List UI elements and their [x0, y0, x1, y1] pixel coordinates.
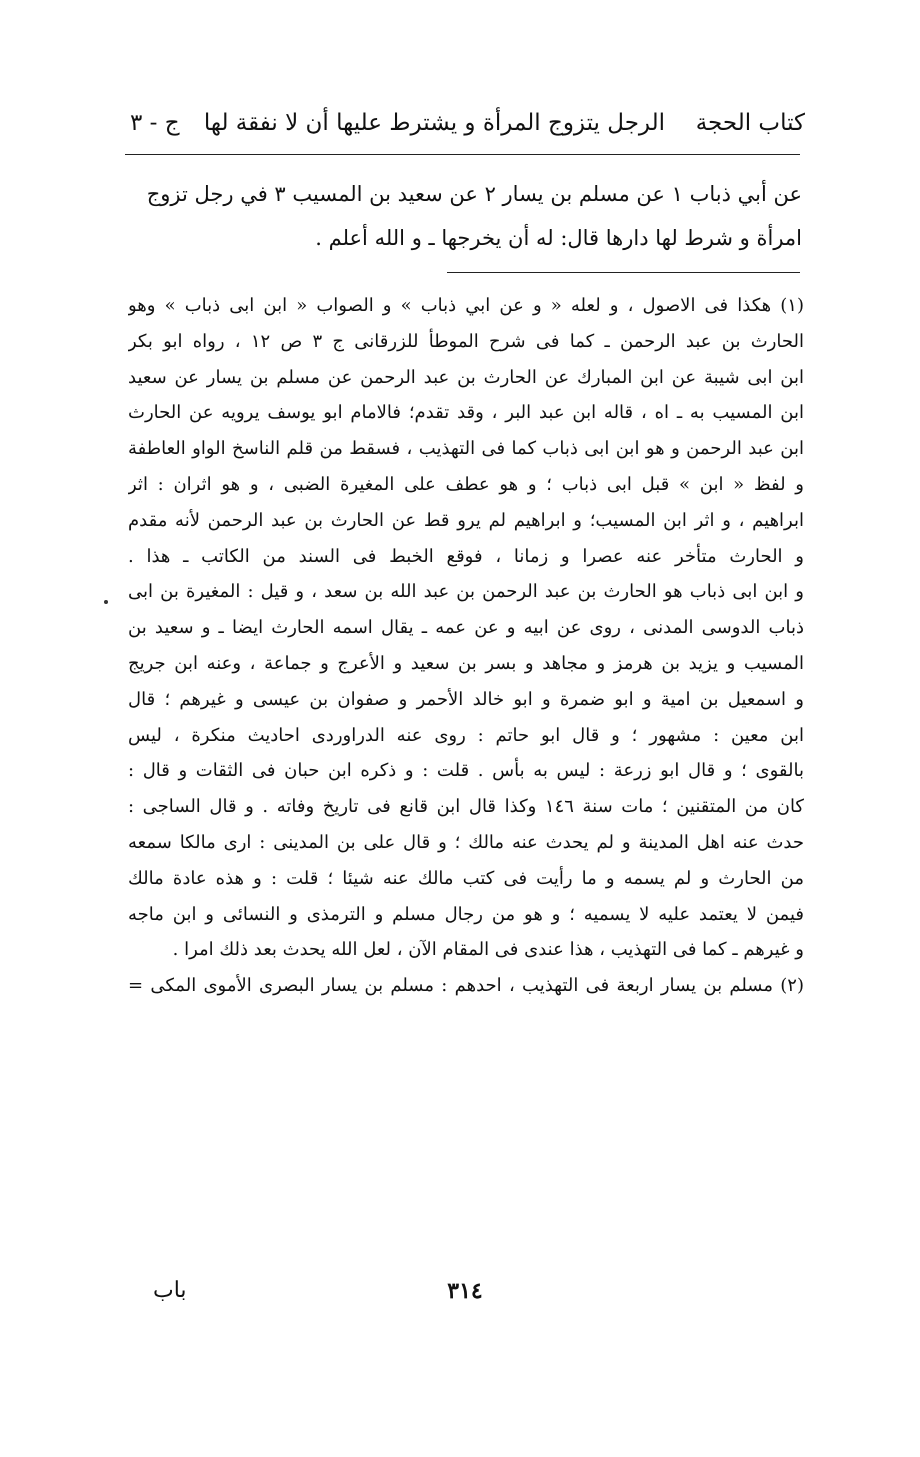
- header-book-name: كتاب الحجة: [695, 110, 805, 136]
- page-footer: [125, 1278, 805, 1318]
- page-number: ٣١٤: [447, 1278, 483, 1304]
- running-header: [125, 102, 805, 148]
- footnote-line: و ابن ابى ذباب هو الحارث بن عبد الرحمن بن عبد الله بن سعد ، و قيل : المغيرة بن ابى: [128, 581, 804, 603]
- catchword: باب: [153, 1278, 187, 1303]
- footnote-line: و الحارث متأخر عنه عصرا و زمانا ، فوقع الخبط فى السند من الكاتب ـ هذا .: [128, 545, 804, 567]
- footnote-separator: [447, 272, 800, 273]
- header-chapter-title: الرجل يتزوج المرأة و يشترط عليها أن لا نفقة لها: [203, 110, 665, 136]
- main-text-line: امرأة و شرط لها دارها قال: له أن يخرجها ـ و الله أعلم .: [315, 226, 802, 250]
- header-volume: ج - ٣: [130, 110, 180, 136]
- header-rule: [125, 154, 800, 155]
- footnote-line: حدث عنه اهل المدينة و لم يحدث عنه مالك ؛ و قال على بن المدينى : ارى مالكا سمعه: [128, 831, 804, 853]
- footnote-line: المسيب و يزيد بن هرمز و مجاهد و بسر بن سعيد و الأعرج و جماعة ، وعنه ابن جريج: [128, 652, 804, 674]
- footnote-line: (٢) مسلم بن يسار اربعة فى التهذيب ، احدهم : مسلم بن يسار البصرى الأموى المكى =: [128, 975, 804, 997]
- footnote-line: ابن ابى شيبة عن ابن المبارك عن الحارث بن عبد الرحمن عن مسلم بن يسار عن سعيد: [128, 366, 804, 388]
- footnotes-block: [128, 288, 804, 1004]
- footnote-line: (١) هكذا فى الاصول ، و لعله « و عن ابي ذباب » و الصواب « ابن ابى ذباب » وهو: [128, 295, 804, 316]
- main-text-block: [130, 172, 802, 260]
- footnote-line: ابن عبد الرحمن و هو ابن ابى ذباب كما فى التهذيب ، فسقط من قلم الناسخ الواو العاطفة: [128, 438, 804, 460]
- footnote-line: بالقوى ؛ و قال ابو زرعة : ليس به بأس . قلت : و ذكره ابن حبان فى الثقات و قال :: [128, 760, 804, 782]
- footnote-line: ابن معين : مشهور ؛ و قال ابو حاتم : روى عنه الدراوردى احاديث منكرة ، ليس: [128, 724, 804, 746]
- footnote-line: و لفظ « ابن » قبل ابى ذباب ؛ و هو عطف على المغيرة الضبى ، و هو اثران : اثر: [128, 473, 804, 495]
- footnote-line: ذباب الدوسى المدنى ، روى عن ابيه و عن عمه ـ يقال اسمه الحارث ايضا ـ و سعيد بن: [128, 617, 804, 639]
- footnote-line: و اسمعيل بن امية و ابو ضمرة و ابو خالد الأحمر و صفوان بن عيسى و غيرهم ؛ قال: [128, 688, 804, 710]
- footnote-line: فيمن لا يعتمد عليه لا يسميه ؛ و هو من رجال مسلم و الترمذى و النسائى و ابن ماجه: [128, 903, 804, 925]
- footnote-line: من الحارث و لم يسمه و ما رأيت فى كتب مالك عنه شيئا ؛ قلت : و هذه عادة مالك: [128, 867, 804, 889]
- footnote-line: كان من المتقنين ؛ مات سنة ١٤٦ وكذا قال ابن قانع فى تاريخ وفاته . و قال الساجى :: [128, 796, 804, 818]
- margin-mark: [104, 600, 108, 604]
- footnote-line: ابن المسيب به ـ اه ، قاله ابن عبد البر ، وقد تقدم؛ فالامام ابو يوسف يرويه عن الحارث: [128, 402, 804, 424]
- main-text-line: عن أبي ذباب ١ عن مسلم بن يسار ٢ عن سعيد بن المسيب ٣ في رجل تزوج: [146, 182, 802, 206]
- footnote-line: الحارث بن عبد الرحمن ـ كما فى شرح الموطأ للزرقانى ج ٣ ص ١٢ ، رواه ابو بكر: [128, 330, 804, 352]
- footnote-line: ابراهيم ، و اثر ابن المسيب؛ و ابراهيم لم يرو قط عن الحارث بن عبد الرحمن لأنه مقدم: [128, 509, 804, 531]
- footnote-line: و غيرهم ـ كما فى التهذيب ، هذا عندى فى المقام الآن ، لعل الله يحدث بعد ذلك امرا .: [172, 939, 804, 961]
